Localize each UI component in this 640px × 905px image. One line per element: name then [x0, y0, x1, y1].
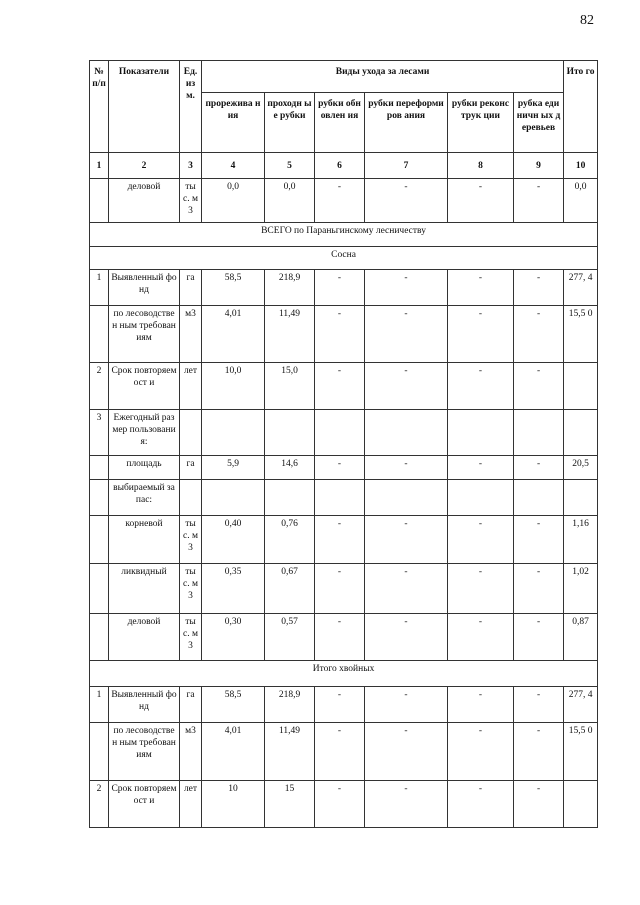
row-number-cell: 3 — [90, 410, 109, 456]
value-cell: - — [315, 179, 365, 223]
value-cell: - — [448, 687, 514, 723]
value-cell: - — [365, 179, 448, 223]
value-cell: - — [448, 270, 514, 306]
value-cell: 0,35 — [202, 564, 265, 614]
indicator-cell: Срок повторяемост и — [109, 781, 180, 828]
table-row — [90, 614, 598, 661]
value-cell — [448, 480, 514, 516]
value-cell — [365, 480, 448, 516]
table-row — [90, 516, 598, 564]
row-number-cell: 2 — [90, 363, 109, 410]
unit-cell: га — [180, 270, 202, 306]
value-cell: - — [315, 270, 365, 306]
row-number-cell — [90, 564, 109, 614]
column-number: 3 — [180, 153, 202, 179]
unit-cell: ты с. м3 — [180, 614, 202, 661]
value-cell — [564, 781, 598, 828]
unit-cell: га — [180, 687, 202, 723]
row-number-cell: 1 — [90, 687, 109, 723]
col-header-unit: Ед. из м. — [180, 61, 202, 153]
value-cell: 0,0 — [202, 179, 265, 223]
value-cell: 0,40 — [202, 516, 265, 564]
indicator-cell: выбираемый запас: — [109, 480, 180, 516]
value-cell: - — [315, 516, 365, 564]
value-cell: 0,76 — [265, 516, 315, 564]
value-cell: - — [365, 781, 448, 828]
unit-cell: ты с. м3 — [180, 516, 202, 564]
value-cell: - — [448, 614, 514, 661]
value-cell: 4,01 — [202, 306, 265, 363]
value-cell: - — [514, 687, 564, 723]
section-header-row — [90, 247, 598, 270]
value-cell: 15 — [265, 781, 315, 828]
value-cell: - — [514, 723, 564, 781]
value-cell: - — [315, 723, 365, 781]
value-cell: - — [365, 687, 448, 723]
value-cell: - — [514, 179, 564, 223]
value-cell: - — [315, 306, 365, 363]
row-number-cell — [90, 179, 109, 223]
value-cell — [265, 410, 315, 456]
col-header-single-tree-cutting: рубка единичн ых деревьев — [514, 93, 564, 153]
value-cell: - — [448, 306, 514, 363]
value-cell: - — [514, 363, 564, 410]
row-number-cell — [90, 480, 109, 516]
row-number-cell: 2 — [90, 781, 109, 828]
col-header-reformation-cutting: рубки переформиров ания — [365, 93, 448, 153]
value-cell: - — [365, 564, 448, 614]
value-cell: - — [448, 723, 514, 781]
table-row — [90, 564, 598, 614]
indicator-cell: корневой — [109, 516, 180, 564]
table-row — [90, 410, 598, 456]
value-cell: 15,5 0 — [564, 723, 598, 781]
table-row — [90, 480, 598, 516]
indicator-cell: Срок повторяемост и — [109, 363, 180, 410]
value-cell: 1,16 — [564, 516, 598, 564]
value-cell: 0,57 — [265, 614, 315, 661]
table-row — [90, 306, 598, 363]
value-cell: 20,5 — [564, 456, 598, 480]
row-number-cell — [90, 516, 109, 564]
column-number: 9 — [514, 153, 564, 179]
value-cell: - — [365, 516, 448, 564]
value-cell: - — [448, 516, 514, 564]
value-cell: - — [448, 363, 514, 410]
column-number: 8 — [448, 153, 514, 179]
unit-cell: лет — [180, 781, 202, 828]
indicator-cell: деловой — [109, 614, 180, 661]
value-cell: - — [514, 781, 564, 828]
table-row — [90, 456, 598, 480]
value-cell: - — [315, 456, 365, 480]
value-cell: 0,0 — [564, 179, 598, 223]
value-cell — [514, 480, 564, 516]
column-number: 4 — [202, 153, 265, 179]
value-cell: - — [365, 614, 448, 661]
value-cell: - — [514, 456, 564, 480]
indicator-cell: ликвидный — [109, 564, 180, 614]
row-number-cell — [90, 723, 109, 781]
col-header-total: Ито го — [564, 61, 598, 153]
section-title: Итого хвойных — [90, 661, 598, 687]
value-cell: - — [365, 306, 448, 363]
value-cell: 277, 4 — [564, 687, 598, 723]
value-cell: 4,01 — [202, 723, 265, 781]
section-header-row — [90, 661, 598, 687]
value-cell: - — [514, 564, 564, 614]
value-cell: 277, 4 — [564, 270, 598, 306]
unit-cell: м3 — [180, 723, 202, 781]
unit-cell — [180, 480, 202, 516]
value-cell — [315, 410, 365, 456]
unit-cell: ты с. м3 — [180, 564, 202, 614]
table-row — [90, 687, 598, 723]
value-cell: - — [448, 564, 514, 614]
value-cell: - — [315, 564, 365, 614]
value-cell: 0,87 — [564, 614, 598, 661]
value-cell: 218,9 — [265, 687, 315, 723]
value-cell — [265, 480, 315, 516]
indicator-cell: по лесоводствен ным требованиям — [109, 306, 180, 363]
value-cell — [365, 410, 448, 456]
column-number: 2 — [109, 153, 180, 179]
value-cell: 15,5 0 — [564, 306, 598, 363]
column-number: 10 — [564, 153, 598, 179]
value-cell: - — [315, 781, 365, 828]
col-header-passage-cutting: проходн ые рубки — [265, 93, 315, 153]
col-header-care-types: Виды ухода за лесами — [202, 61, 564, 93]
value-cell: - — [365, 723, 448, 781]
indicator-cell: Ежегодный размер пользования: — [109, 410, 180, 456]
value-cell: - — [514, 306, 564, 363]
value-cell — [202, 480, 265, 516]
section-header-row — [90, 223, 598, 247]
value-cell — [202, 410, 265, 456]
table-row — [90, 179, 598, 223]
value-cell: - — [365, 456, 448, 480]
value-cell: 1,02 — [564, 564, 598, 614]
unit-cell: м3 — [180, 306, 202, 363]
row-number-cell — [90, 614, 109, 661]
value-cell: 10,0 — [202, 363, 265, 410]
row-number-cell — [90, 306, 109, 363]
unit-cell: га — [180, 456, 202, 480]
value-cell: - — [365, 363, 448, 410]
row-number-cell — [90, 456, 109, 480]
section-title: Сосна — [90, 247, 598, 270]
value-cell — [564, 480, 598, 516]
value-cell: 218,9 — [265, 270, 315, 306]
value-cell: 15,0 — [265, 363, 315, 410]
unit-cell: ты с. м3 — [180, 179, 202, 223]
col-header-indicator: Показатели — [109, 61, 180, 153]
value-cell — [514, 410, 564, 456]
forest-care-table — [89, 60, 598, 828]
col-header-thinning: прорежива ния — [202, 93, 265, 153]
table-row — [90, 781, 598, 828]
value-cell: - — [448, 781, 514, 828]
table-row — [90, 723, 598, 781]
section-title: ВСЕГО по Параньгинскому лесничеству — [90, 223, 598, 247]
column-number: 5 — [265, 153, 315, 179]
column-number: 1 — [90, 153, 109, 179]
value-cell: 58,5 — [202, 687, 265, 723]
value-cell: - — [514, 516, 564, 564]
value-cell: - — [514, 270, 564, 306]
value-cell: - — [448, 179, 514, 223]
value-cell: - — [315, 363, 365, 410]
col-header-reconstruction-cutting: рубки реконструк ции — [448, 93, 514, 153]
value-cell: 0,30 — [202, 614, 265, 661]
value-cell: - — [365, 270, 448, 306]
value-cell — [564, 363, 598, 410]
value-cell: - — [514, 614, 564, 661]
table-row — [90, 363, 598, 410]
value-cell — [448, 410, 514, 456]
value-cell: 0,67 — [265, 564, 315, 614]
column-number: 7 — [365, 153, 448, 179]
value-cell — [564, 410, 598, 456]
value-cell: 0,0 — [265, 179, 315, 223]
value-cell: 14,6 — [265, 456, 315, 480]
unit-cell — [180, 410, 202, 456]
indicator-cell: по лесоводствен ным требованиям — [109, 723, 180, 781]
page-number: 82 — [580, 13, 594, 28]
table-row — [90, 270, 598, 306]
column-number: 6 — [315, 153, 365, 179]
table-body — [90, 179, 598, 828]
indicator-cell: Выявленный фонд — [109, 270, 180, 306]
row-number-cell: 1 — [90, 270, 109, 306]
indicator-cell: деловой — [109, 179, 180, 223]
value-cell: 58,5 — [202, 270, 265, 306]
value-cell: - — [315, 687, 365, 723]
value-cell: - — [315, 614, 365, 661]
value-cell: 11,49 — [265, 723, 315, 781]
value-cell: 5,9 — [202, 456, 265, 480]
value-cell: 10 — [202, 781, 265, 828]
value-cell: - — [448, 456, 514, 480]
column-number-row — [90, 153, 598, 179]
col-header-number: № п/п — [90, 61, 109, 153]
value-cell — [315, 480, 365, 516]
indicator-cell: площадь — [109, 456, 180, 480]
unit-cell: лет — [180, 363, 202, 410]
value-cell: 11,49 — [265, 306, 315, 363]
indicator-cell: Выявленный фонд — [109, 687, 180, 723]
col-header-renewal-cutting: рубки обновлен ия — [315, 93, 365, 153]
